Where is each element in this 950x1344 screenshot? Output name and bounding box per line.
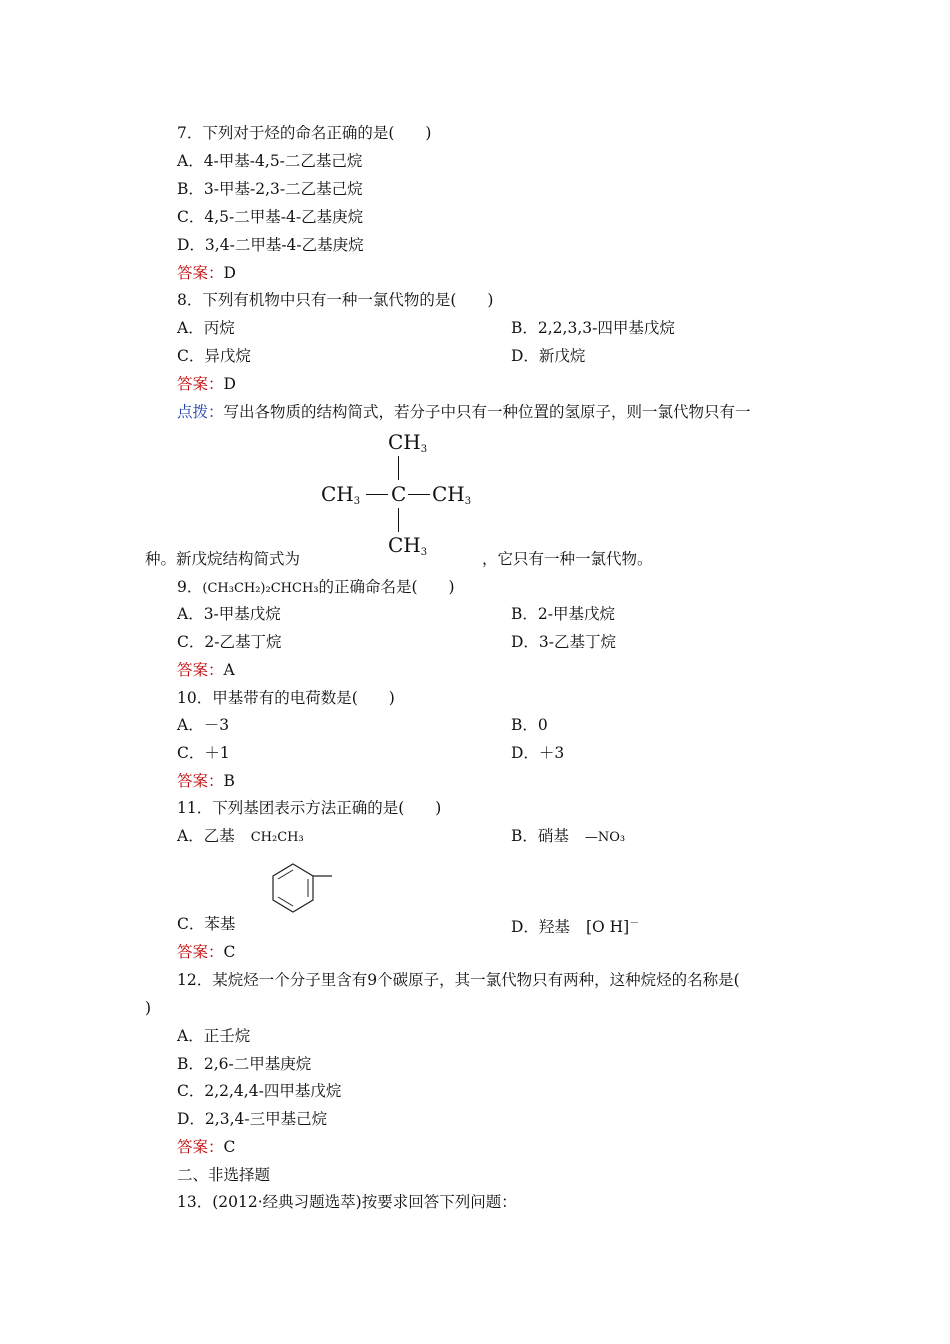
ethyl-formula: CH₂CH₃ [250, 830, 304, 845]
q7-answer [177, 263, 236, 283]
answer-value: C [223, 943, 236, 961]
q11-option-b: B．硝基 —NO₃ [511, 827, 626, 845]
structure-left-group: $CH_3$ [321, 482, 361, 507]
q12-stem-line1: 12．某烷烃一个分子里含有9个碳原子，其一氯代物只有两种，这种烷烃的名称是( [177, 971, 740, 989]
phenyl-ring-icon [258, 858, 338, 928]
q11-option-c: C．苯基 [177, 915, 236, 933]
nitro-formula: —NO₃ [584, 830, 626, 845]
q12-option-b: B．2,6-二甲基庚烷 [177, 1055, 312, 1073]
q10-answer [177, 771, 235, 791]
q9-answer [177, 660, 235, 680]
answer-value: C [223, 1138, 236, 1156]
structure-bond-bottom [398, 508, 399, 532]
q12-option-c: C．2,2,4,4-四甲基戊烷 [177, 1082, 342, 1100]
answer-value: A [223, 661, 235, 679]
q12-option-d: D．2,3,4-三甲基己烷 [177, 1110, 328, 1128]
q9-formula: (CH₃CH₂)₂CHCH₃ [202, 581, 319, 596]
q8-stem: 8．下列有机物中只有一种一氯代物的是( ) [177, 291, 494, 309]
q10-stem: 10．甲基带有的电荷数是( ) [177, 689, 395, 707]
answer-label: 答案： [177, 943, 224, 961]
q8-option-d: D．新戊烷 [511, 347, 586, 365]
q9-stem: 9．(CH₃CH₂)₂CHCH₃的正确命名是( ) [177, 578, 455, 596]
section-heading: 二、非选择题 [177, 1166, 271, 1184]
q11-option-a: A．乙基 CH₂CH₃ [177, 827, 304, 845]
q9-option-b: B．2-甲基戊烷 [511, 605, 615, 623]
q9-option-a: A．3-甲基戊烷 [177, 605, 281, 623]
q11-option-d: D．羟基 [O H]－ [511, 918, 640, 936]
q11-stem: 11．下列基团表示方法正确的是( ) [177, 799, 442, 817]
q8-tip-line2-start: 种。新戊烷结构简式为 [145, 550, 301, 568]
q7-stem: 7．下列对于烃的命名正确的是( ) [177, 124, 432, 142]
answer-value: D [223, 375, 236, 393]
q12-answer [177, 1137, 235, 1157]
q9-option-c: C．2-乙基丁烷 [177, 633, 282, 651]
answer-label: 答案： [177, 772, 224, 790]
q7-option-b: B．3-甲基-2,3-二乙基己烷 [177, 180, 363, 198]
q10-option-a: A．－3 [177, 716, 230, 734]
answer-label: 答案： [177, 661, 224, 679]
structure-bond-left [366, 494, 388, 495]
q7-option-d: D．3,4-二甲基-4-乙基庚烷 [177, 236, 364, 254]
q13-stem: 13．(2012·经典习题选萃)按要求回答下列问题： [177, 1193, 517, 1211]
tip-label: 点拨： [177, 403, 224, 421]
q9-option-d: D．3-乙基丁烷 [511, 633, 617, 651]
q8-option-b: B．2,2,3,3-四甲基戊烷 [511, 319, 675, 337]
q8-answer [177, 374, 236, 394]
q8-tip-line2-end: ，它只有一种一氯代物。 [482, 550, 653, 568]
structure-bond-right [408, 494, 430, 495]
structure-top-group: $CH_3$ [388, 430, 428, 455]
q10-option-b: B．0 [511, 716, 548, 734]
q12-option-a: A．正壬烷 [177, 1027, 251, 1045]
answer-value: D [223, 264, 236, 282]
answer-label: 答案： [177, 375, 224, 393]
q7-option-a: A．4-甲基-4,5-二乙基己烷 [177, 152, 363, 170]
structure-bond-top [398, 456, 399, 480]
answer-value: B [223, 772, 235, 790]
answer-label: 答案： [177, 1138, 224, 1156]
structure-right-group: $CH_3$ [432, 482, 472, 507]
q12-stem-line2: ) [145, 999, 152, 1017]
structure-center-atom: C [391, 482, 407, 506]
tip-text: 写出各物质的结构简式，若分子中只有一种位置的氢原子，则一氯代物只有一 [223, 403, 751, 421]
q8-option-c: C．异戊烷 [177, 347, 251, 365]
q8-tip-line1 [177, 402, 751, 422]
q10-option-c: C．＋1 [177, 744, 230, 762]
answer-label: 答案： [177, 264, 224, 282]
structure-bottom-group: $CH_3$ [388, 533, 428, 558]
q7-option-c: C．4,5-二甲基-4-乙基庚烷 [177, 208, 364, 226]
q10-option-d: D．＋3 [511, 744, 565, 762]
q8-option-a: A．丙烷 [177, 319, 235, 337]
hydroxyl-formula: [O H] [585, 918, 630, 936]
q11-answer [177, 942, 235, 962]
